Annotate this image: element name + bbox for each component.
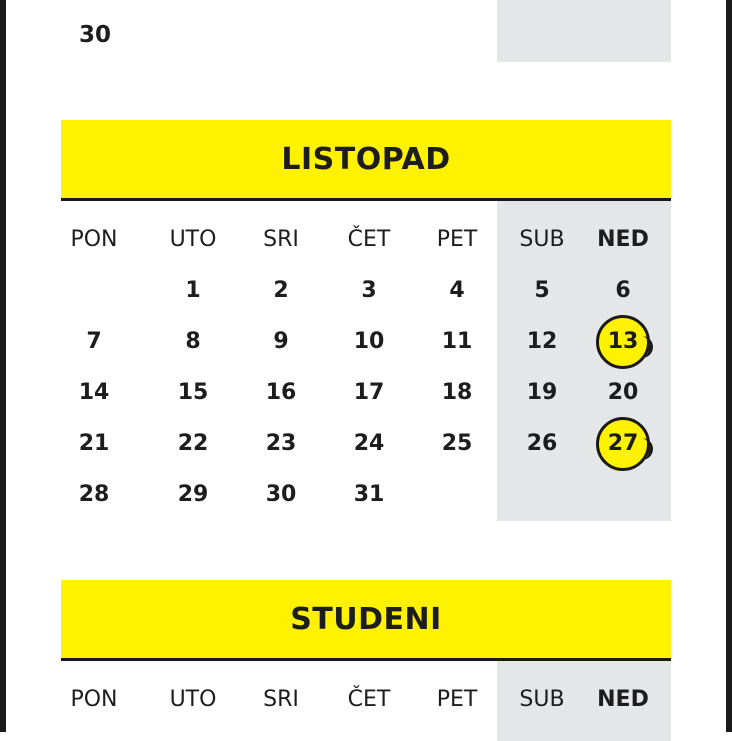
weekday-header: SRI — [263, 687, 299, 712]
weekday-header: UTO — [169, 227, 217, 252]
day-cell: 6 — [615, 278, 631, 303]
day-cell: 10 — [353, 329, 385, 354]
day-cell: 24 — [353, 431, 385, 456]
day-cell: 8 — [185, 329, 201, 354]
day-cell: 26 — [526, 431, 558, 456]
day-cell: 9 — [273, 329, 289, 354]
day-cell: 18 — [441, 380, 473, 405]
day-cell: 3 — [361, 278, 377, 303]
prev-month-weekend-column — [497, 0, 671, 62]
day-cell: 21 — [78, 431, 110, 456]
day-cell: 4 — [449, 278, 465, 303]
month-title: STUDENI — [61, 580, 671, 661]
day-cell: 7 — [86, 329, 102, 354]
weekday-header: PET — [436, 227, 478, 252]
day-cell: 19 — [526, 380, 558, 405]
highlighted-day: 13 — [607, 329, 639, 354]
day-cell: 5 — [534, 278, 550, 303]
day-cell: 15 — [177, 380, 209, 405]
highlighted-day: 27 — [607, 431, 639, 456]
day-cell: 31 — [353, 482, 385, 507]
weekday-header: UTO — [169, 687, 217, 712]
month-title: LISTOPAD — [61, 120, 671, 201]
day-cell: 23 — [265, 431, 297, 456]
day-cell: 14 — [78, 380, 110, 405]
weekday-header: NED — [597, 227, 649, 252]
day-cell: 1 — [185, 278, 201, 303]
day-cell: 29 — [177, 482, 209, 507]
day-cell: 28 — [78, 482, 110, 507]
weekday-header: SUB — [519, 687, 565, 712]
weekday-header: PON — [70, 687, 118, 712]
day-cell: 2 — [273, 278, 289, 303]
right-border — [726, 0, 732, 732]
weekday-header: PON — [70, 227, 118, 252]
day-cell: 12 — [526, 329, 558, 354]
month-studeni — [61, 580, 671, 740]
day-cell: 20 — [607, 380, 639, 405]
weekday-header: ČET — [347, 227, 391, 252]
day-cell: 30 — [265, 482, 297, 507]
left-border — [0, 0, 6, 732]
day-cell: 25 — [441, 431, 473, 456]
weekday-header: ČET — [347, 687, 391, 712]
weekday-header: NED — [597, 687, 649, 712]
day-cell: 22 — [177, 431, 209, 456]
weekday-header: PET — [436, 687, 478, 712]
month-listopad — [61, 120, 671, 522]
prev-month-day: 30 — [78, 22, 111, 48]
day-cell: 16 — [265, 380, 297, 405]
day-cell: 17 — [353, 380, 385, 405]
day-cell: 11 — [441, 329, 473, 354]
weekday-header: SRI — [263, 227, 299, 252]
weekday-header: SUB — [519, 227, 565, 252]
